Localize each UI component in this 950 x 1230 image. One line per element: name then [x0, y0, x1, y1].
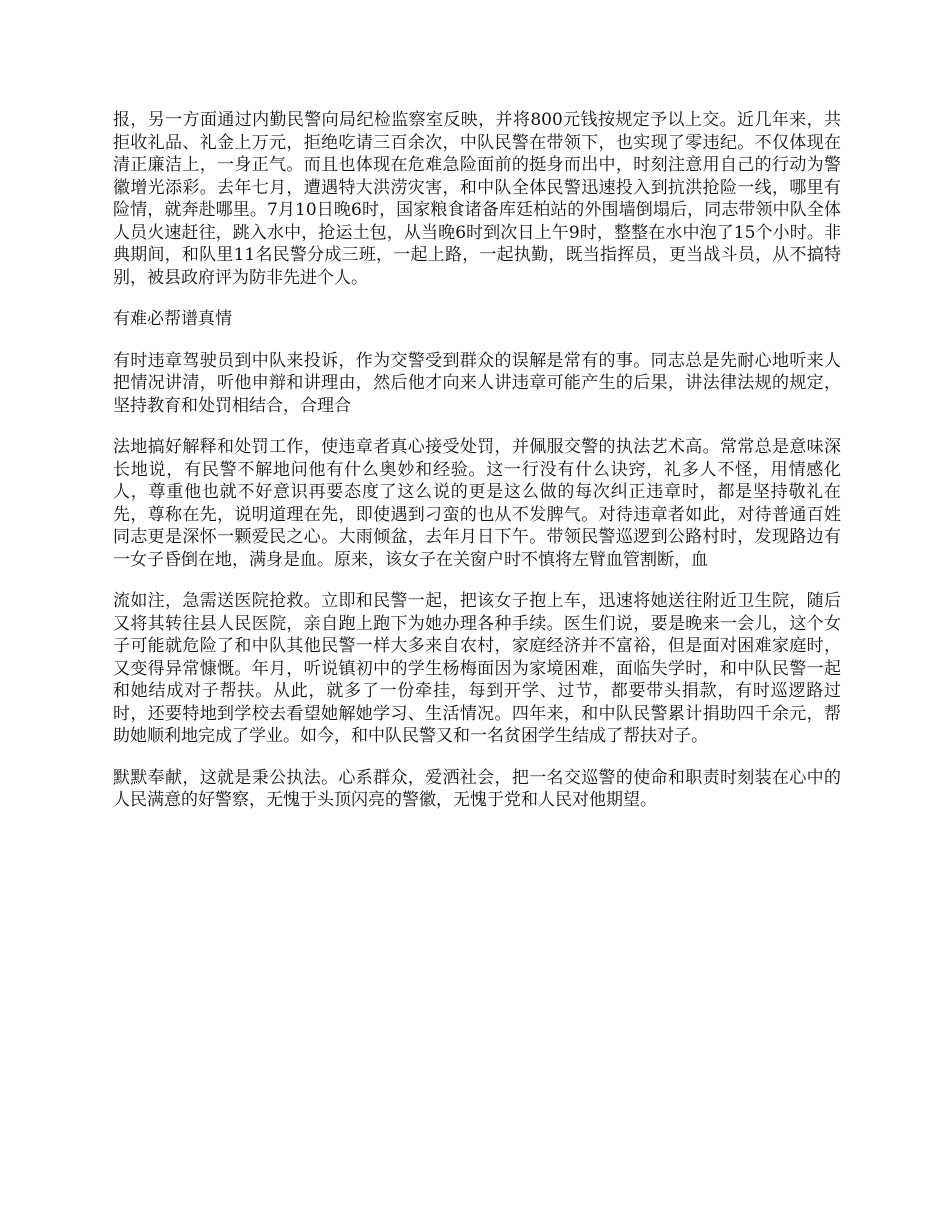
document-page [113, 109, 841, 831]
paragraph-integrity-and-flood-relief: 报，另一方面通过内勤民警向局纪检监察室反映，并将800元钱按规定予以上交。近几年来，共拒收礼品、礼金上万元，拒绝吃请三百余次，中队民警在带领下，也实现了零违纪。不仅体现在清正廉洁上，一身正气。而且也体现在危难急险面前的挺身而出中，时刻注意用自己的行动为警徽增光添彩。去年七月，遭遇特大洪涝灾害，和中队全体民警迅速投入到抗洪抢险一线，哪里有险情，就奔赴哪里。7月10日晚6时，国家粮食诸备库廷柏站的外围墙倒塌后，同志带领中队全体人员火速赶往，跳入水中，抢运土包，从当晚6时到次日上午9时，整整在水中泡了15个小时。非典期间，和队里11名民警分成三班，一起上路，一起执勤，既当指挥员，更当战斗员，从不搞特别，被县政府评为防非先进个人。 [113, 110, 841, 288]
paragraph-conclusion: 默默奉献，这就是秉公执法。心系群众，爱洒社会，把一名交巡警的使命和职责时刻装在心中的人民满意的好警察，无愧于头顶闪亮的警徽，无愧于党和人民对他期望。 [113, 767, 841, 810]
section-heading: 有难必帮谱真情 [113, 309, 232, 329]
paragraph-rescue-and-student-aid: 流如注，急需送医院抢救。立即和民警一起，把该女子抱上车，迅速将她送往附近卫生院，随后又将其转往县人民医院，亲自跑上跑下为她办理各种手续。医生们说，要是晚来一会儿，这个女子可能就危险了和中队其他民警一样大多来自农村，家庭经济并不富裕，但是面对困难家庭时，又变得异常慷慨。年月，听说镇初中的学生杨梅面因为家境困难，面临失学时，和中队民警一起和她结成对子帮扶。从此，就多了一份牵挂，每到开学、过节，都要带头捐款，有时巡逻路过时，还要特地到学校去看望她解她学习、生活情况。四年来，和中队民警累计捐助四千余元，帮助她顺利地完成了学业。如今，和中队民警又和一名贫困学生结成了帮扶对子。 [113, 591, 841, 746]
paragraph-complaints-handling: 有时违章驾驶员到中队来投诉，作为交警受到群众的误解是常有的事。同志总是先耐心地听来人把情况讲清，听他申辩和讲理由，然后他才向来人讲违章可能产生的后果，讲法律法规的规定，坚持教育和处罚相结合，合理合 [113, 350, 841, 416]
paragraph-courteous-enforcement: 法地搞好解释和处罚工作，使违章者真心接受处罚，并佩服交警的执法艺术高。常常总是意味深长地说，有民警不解地问他有什么奥妙和经验。这一行没有什么诀窍，礼多人不怪，用情感化人，尊重他也就不好意识再要态度了这么说的更是这么做的每次纠正违章时，都是坚持敬礼在先，尊称在先，说明道理在先，即使遇到刁蛮的也从不发脾气。对待违章者如此，对待普通百姓同志更是深怀一颗爱民之心。大雨倾盆，去年月日下午。带领民警巡逻到公路村时，发现路边有一女子昏倒在地，满身是血。原来，该女子在关窗户时不慎将左臂血管割断，血 [113, 437, 841, 570]
